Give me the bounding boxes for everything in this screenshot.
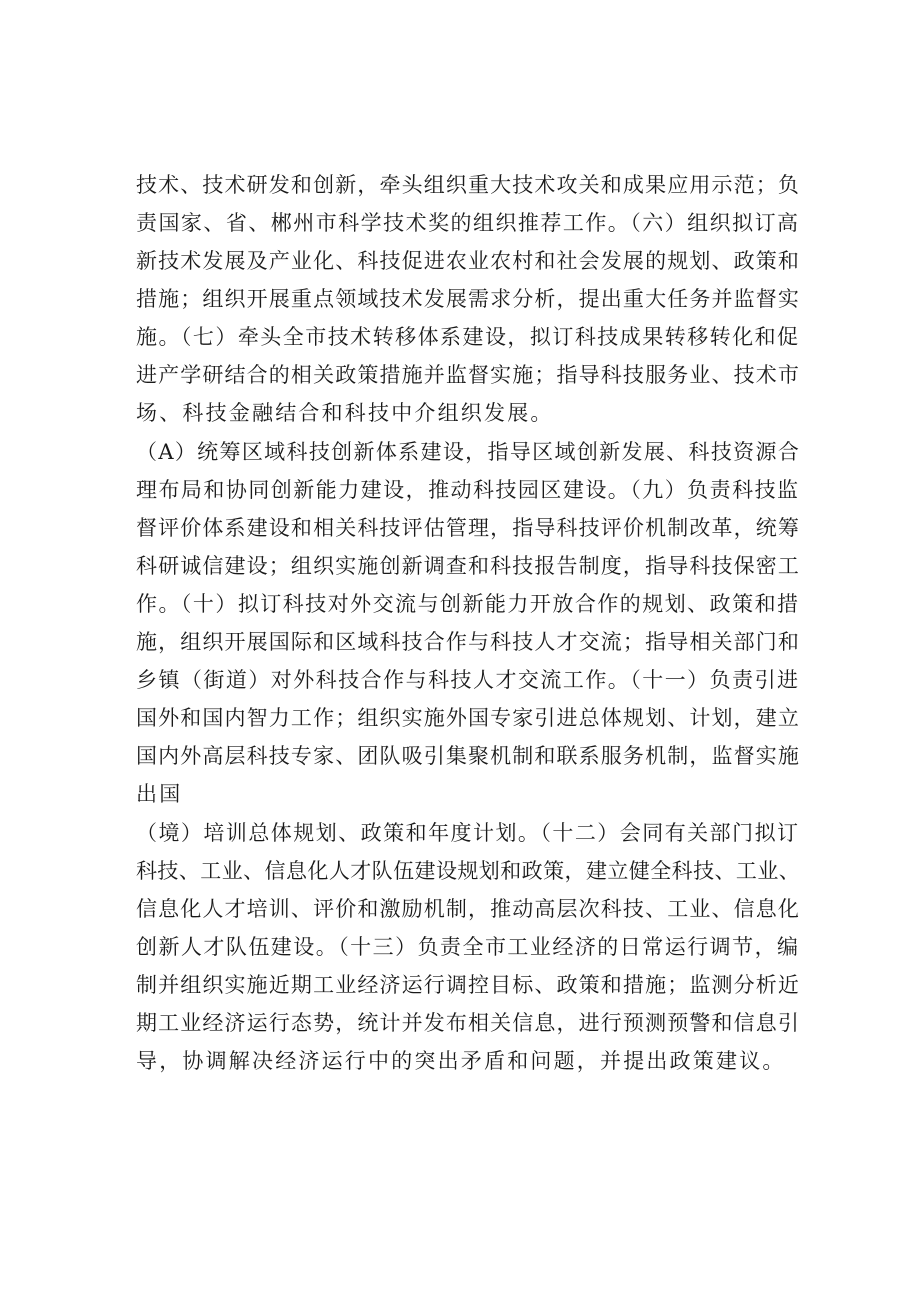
text-line: 期工业经济运行态势，统计并发布相关信息，进行预测预警和信息引 bbox=[136, 1011, 800, 1035]
text-line: 作。（十）拟订科技对外交流与创新能力开放合作的规划、政策和措 bbox=[136, 592, 800, 616]
text-line: 措施；组织开展重点领域技术发展需求分析，提出重大任务并监督实 bbox=[136, 287, 800, 311]
text-line: 国内外高层科技专家、团队吸引集聚机制和联系服务机制，监督实施 bbox=[136, 744, 800, 768]
text-line: （境）培训总体规划、政策和年度计划。（十二）会同有关部门拟订 bbox=[136, 821, 800, 845]
text-line: 责国家、省、郴州市科学技术奖的组织推荐工作。（六）组织拟订高 bbox=[136, 211, 800, 235]
text-line: 场、科技金融结合和科技中介组织发展。 bbox=[136, 401, 554, 425]
text-line: 出国 bbox=[136, 782, 183, 806]
text-line: 督评价体系建设和相关科技评估管理，指导科技评价机制改革，统筹 bbox=[136, 516, 800, 540]
text-line: 新技术发展及产业化、科技促进农业农村和社会发展的规划、政策和 bbox=[136, 249, 800, 273]
text-line: 创新人才队伍建设。（十三）负责全市工业经济的日常运行调节，编 bbox=[136, 935, 800, 959]
text-line: 乡镇（街道）对外科技合作与科技人才交流工作。（十一）负责引进 bbox=[136, 668, 800, 692]
text-line: 科技、工业、信息化人才队伍建设规划和政策，建立健全科技、工业、 bbox=[136, 859, 801, 883]
text-line: 制并组织实施近期工业经济运行调控目标、政策和措施；监测分析近 bbox=[136, 973, 800, 997]
text-line: 施，组织开展国际和区域科技合作与科技人才交流；指导相关部门和 bbox=[136, 630, 800, 654]
text-line: 技术、技术研发和创新，牵头组织重大技术攻关和成果应用示范；负 bbox=[136, 173, 800, 197]
text-line: 进产学研结合的相关政策措施并监督实施；指导科技服务业、技术市 bbox=[136, 363, 800, 387]
text-line: 国外和国内智力工作；组织实施外国专家引进总体规划、计划，建立 bbox=[136, 706, 800, 730]
text-line: 科研诚信建设；组织实施创新调查和科技报告制度，指导科技保密工 bbox=[136, 554, 800, 578]
text-line: 信息化人才培训、评价和激励机制，推动高层次科技、工业、信息化 bbox=[136, 897, 800, 921]
text-line: 理布局和协同创新能力建设，推动科技园区建设。（九）负责科技监 bbox=[136, 478, 800, 502]
text-line: 施。（七）牵头全市技术转移体系建设，拟订科技成果转移转化和促 bbox=[136, 325, 800, 349]
text-line: 导，协调解决经济运行中的突出矛盾和问题，并提出政策建议。 bbox=[136, 1049, 786, 1073]
text-line: （A）统筹区域科技创新体系建设，指导区域创新发展、科技资源合 bbox=[136, 440, 801, 464]
